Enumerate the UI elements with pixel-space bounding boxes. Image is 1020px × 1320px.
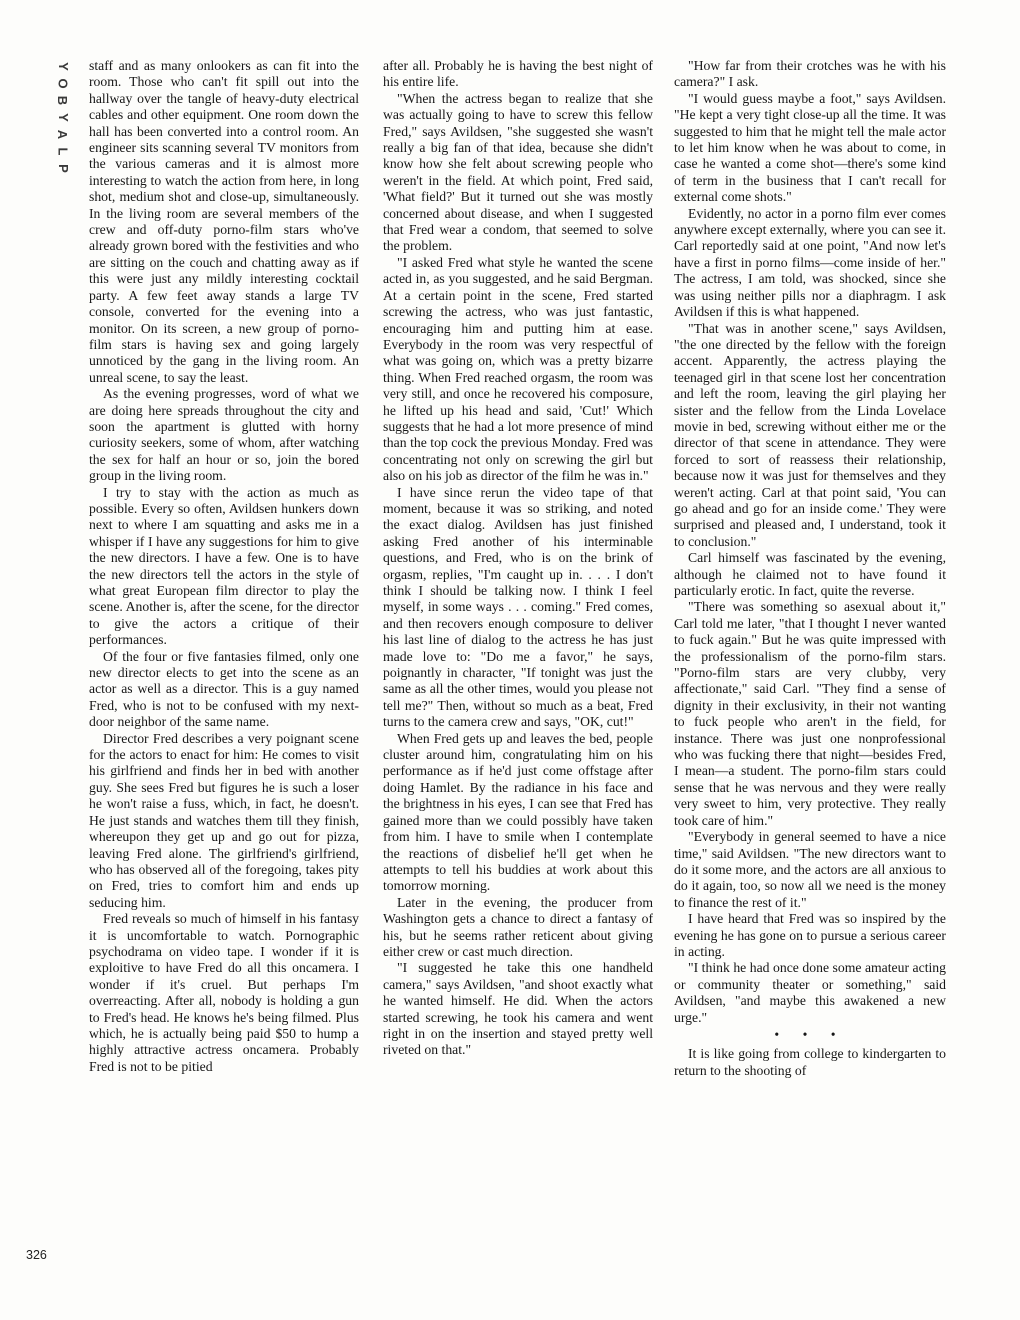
paragraph: after all. Probably he is having the best night of his entire life. <box>383 58 653 90</box>
paragraph: "When the actress began to realize that she was actually going to have to screw this fellow Fred," says Avildsen, "she suggested she wasn't really a big fan of that idea, because she didn't know how she felt about screwing people who weren't in the field. At which point, Fred said, 'What field?' But it turned out she was mostly concerned about disease, and when I suggested that Fred wear a condom, that seemed to solve the problem. <box>383 90 653 254</box>
paragraph: I try to stay with the action as much as possible. Every so often, Avildsen hunkers down next to where I am squatting and asks me in a whisper if I have any suggestions for him to give the new directors. I have a few. One is to have the new directors tell the actors in the style of what great European film director to play the scene. Another is, after the scene, for the director to give the actors a critique of their performances. <box>89 484 359 648</box>
magazine-title-vertical <box>48 58 78 177</box>
magazine-letter: B <box>55 95 71 106</box>
paragraph: "That was in another scene," says Avildsen, "the one directed by the fellow with the foreign accent. Apparently, the actress playing the teenaged girl in that scene lost her concentration and left the room, leaving the girl playing her sister and the fellow from the Linda Lovelace movie in bed, screwing without either me or the director of that scene in attendance. They were forced to sort of reassess their relationship, because now it was just for themselves and they weren't acting. Carl at that point said, 'You can go ahead and go for an inside come.' They were surprised and pleased and, I understand, took it to conclusion." <box>674 320 946 549</box>
paragraph: I have heard that Fred was so inspired by the evening he has gone on to pursue a serious career in acting. <box>674 911 946 959</box>
paragraph: Evidently, no actor in a porno film ever comes anywhere except externally, where you can see it. Carl reportedly said at one point, "And now let's have a first in porno films—come inside of her." The actress, I am told, was shocked, since she was using neither pills nor a diaphragm. I ask Avildsen if this is what happened. <box>674 205 946 320</box>
paragraph: staff and as many onlookers as can fit into the room. Those who can't fit spill out into the hallway over the tangle of heavy-duty electrical cables and other equipment. One room down the hall has been converted into a control room. An engineer sits scanning several TV monitors from the various cameras and it is almost more interesting to watch the action from here, in long shot, medium shot and close-up, simultaneously. In the living room are several members of the crew and off-duty porno-film stars who've already grown bored with the festivities and who are sitting on the couch and chatting away as if this were just any mildly interesting cocktail party. A few feet away stands a large TV console, converted for the evening into a monitor. On its screen, a new group of porno-film stars is having sex and going largely unnoticed by the gang in the living room. An unreal scene, to say the least. <box>89 58 359 385</box>
magazine-letter: Y <box>55 62 71 71</box>
magazine-letter: A <box>55 129 71 140</box>
paragraph: It is like going from college to kindergarten to return to the shooting of <box>674 1046 946 1078</box>
paragraph: As the evening progresses, word of what we are doing here spreads throughout the city and soon the apartment is glutted with horny curiosity seekers, some of whom, after watching the sex for half an hour or so, join the bored group in the living room. <box>89 386 359 484</box>
magazine-letter: Y <box>55 113 71 122</box>
magazine-letter: L <box>55 147 71 156</box>
section-break: • • • <box>774 1026 846 1042</box>
paragraph: "How far from their crotches was he with his camera?" I ask. <box>674 58 946 90</box>
page-number: 326 <box>26 1248 47 1262</box>
paragraph: "I suggested he take this one handheld camera," says Avildsen, "and shoot exactly what he wanted himself. He did. When the actors started screwing, he took his camera and went right in on the insertion and stayed pretty well riveted on that." <box>383 960 653 1058</box>
text-column-3 <box>674 58 946 1273</box>
paragraph: "I think he had once done some amateur acting or community theater or something," said Avildsen, "and maybe this awakened a new urge." <box>674 960 946 1025</box>
paragraph: Director Fred describes a very poignant scene for the actors to enact for him: He comes to visit his girlfriend and finds her in bed with another guy. She sees Fred but figures he is such a loser he won't raise a fuss, which, in fact, he doesn't. He just stands and watches them till they finish, whereupon they get up and go out for pizza, leaving Fred alone. The girlfriend's girlfriend, who has observed all of the foregoing, takes pity on Fred, tries to comfort him and ends up seducing him. <box>89 730 359 910</box>
paragraph: Fred reveals so much of himself in his fantasy it is uncomfortable to watch. Pornographic psychodrama on video tape. I wonder if it is exploitive to have Fred do all this oncamera. I wonder if it's cruel. But perhaps I'm overreacting. After all, nobody is holding a gun to Fred's head. He knows he's being filmed. Plus which, he is actually being paid $50 to hump a highly attractive actress oncamera. Probably Fred is not to be pitied <box>89 911 359 1074</box>
paragraph: "I asked Fred what style he wanted the scene acted in, as you suggested, and he said Bergman. At a certain point in the scene, Fred started screwing the actress, who was just fantastic, encouraging him and putting him at ease. Everybody in the room was very respectful of what was going on, which was a pretty bizarre thing. When Fred reached orgasm, the room was very still, and once he recovered his composure, he lifted up his head and said, 'Cut!' Which suggests that he had a lot more presence of mind than the top cock the previous Monday. Fred was concentrating not only on screwing the girl but also on his job as director of the film he was in." <box>383 254 653 484</box>
paragraph: "I would guess maybe a foot," says Avildsen. "He kept a very tight close-up all the time. It was suggested to him that he might tell the male actor to let him know when he was about to come, in case he wanted a come shot—there's some kind of term in the business that I can't recall for external come shots." <box>674 90 946 205</box>
paragraph: When Fred gets up and leaves the bed, people cluster around him, congratulating him on his performance as if he'd just come offstage after doing Hamlet. By the radiance in his face and the brightness in his eyes, I can see that Fred has gained more than we could possibly have taken from him. I have to smile when I contemplate the reactions of disbelief he'll get when he attempts to tell his buddies at work about this tomorrow morning. <box>383 730 653 894</box>
paragraph: "There was something so asexual about it," Carl told me later, "that I thought I never wanted to fuck again." But he was quite impressed with the professionalism of the porno-film stars. "Porno-film stars are very clubby, very affectionate," said Carl. "They find a sense of dignity in their exclusivity, in their not wanting to fuck people who aren't in the field, for instance. There was just one nonprofessional who was fucking there that night—besides Fred, I mean—a student. The porno-film stars could sense that he was nervous and they were really very sweet to him, very protective. They really took care of him." <box>674 599 946 828</box>
paragraph: Later in the evening, the producer from Washington gets a chance to direct a fantasy of his, but he seems rather reticent about giving either crew or cast much direction. <box>383 894 653 959</box>
text-column-2 <box>383 58 653 1273</box>
magazine-letter: O <box>55 78 71 89</box>
paragraph: Of the four or five fantasies filmed, only one new director elects to get into the scene as an actor as well as a director. This is a guy named Fred, who is not to be confused with my next-door neighbor of the same name. <box>89 648 359 730</box>
magazine-letter: P <box>55 164 71 173</box>
text-column-1 <box>89 58 359 1273</box>
paragraph: I have since rerun the video tape of that moment, because it was so striking, and noted the exact dialog. Avildsen has just finished asking Fred another of his interminable questions, and Fred, who is on the brink of orgasm, replies, "I'm caught up in. . . . I don't think I should be talking now. I think I feel myself, in some ways . . . coming." Fred comes, and then recovers enough composure to deliver his last line of dialog to the actress he has just made love to: "Do me a favor," he says, poignantly in character, "If tonight was just the same as all the other times, would you please not tell me?" Then, without so much as a beat, Fred turns to the camera crew and says, "OK, cut!" <box>383 484 653 730</box>
paragraph: "Everybody in general seemed to have a nice time," said Avildsen. "The new directors want to do it some more, and the actors are all anxious to do it again, too, so now all we need is the money to finance the rest of it." <box>674 829 946 910</box>
paragraph: Carl himself was fascinated by the evening, although he claimed not to have found it particularly erotic. In fact, quite the reverse. <box>674 550 946 598</box>
